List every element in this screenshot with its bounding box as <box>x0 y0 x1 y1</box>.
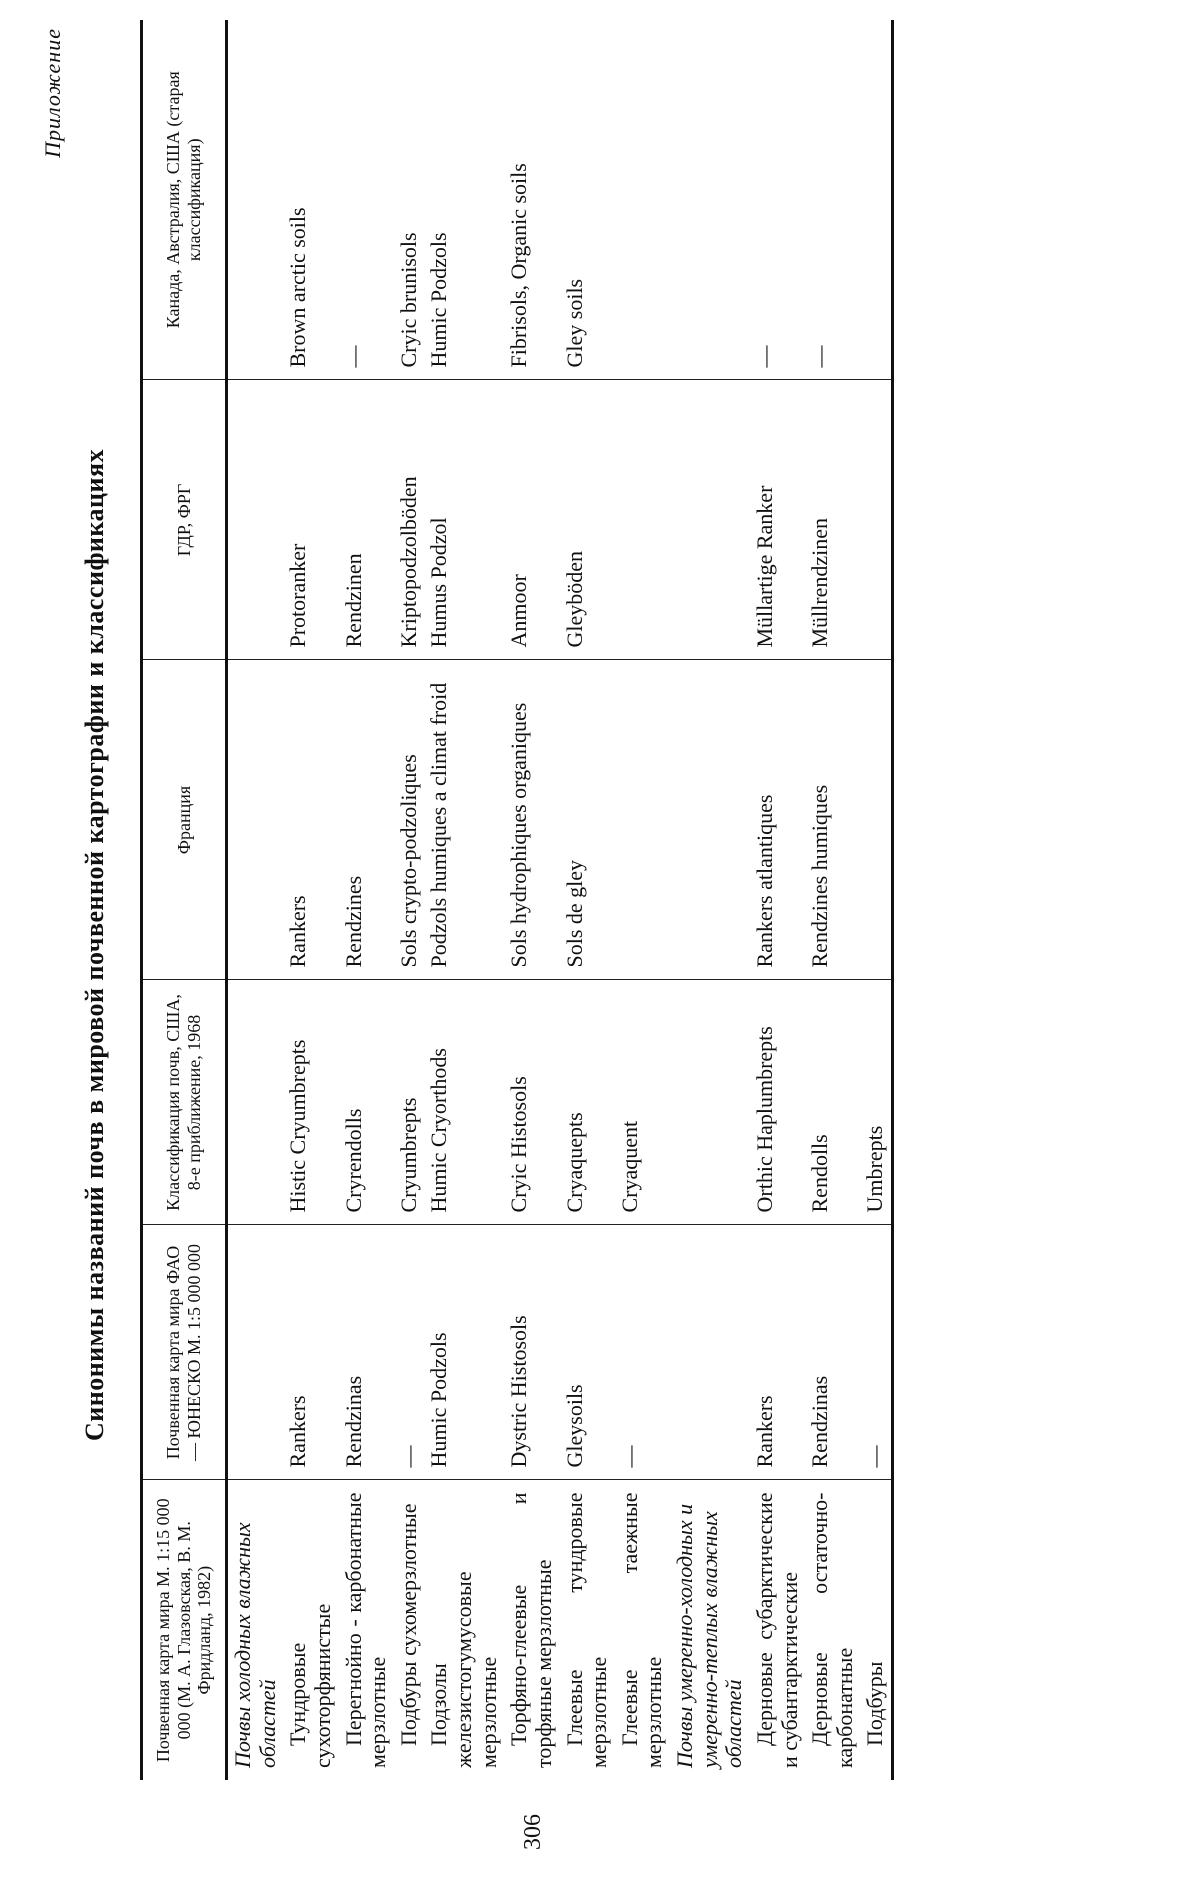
table-cell: Rendzinas <box>339 1225 394 1480</box>
table-row <box>860 20 892 1780</box>
table-row <box>339 20 394 1780</box>
appendix-label: Приложение <box>40 28 65 158</box>
table-cell: Глеевые таежные мерзлотные <box>616 1492 667 1768</box>
table-cell <box>227 1225 284 1480</box>
section-row <box>670 20 750 1780</box>
table-cell: Umbrepts <box>860 980 892 1225</box>
table-cell: Тундровые сухоторфянистые <box>285 1603 335 1768</box>
table-cell: Rankers atlantiques <box>750 660 805 980</box>
table-cell <box>670 1225 750 1480</box>
table-cell <box>670 380 750 660</box>
table-cell: Глеевые тундровые мерзлотные <box>561 1492 612 1768</box>
table-cell <box>615 20 670 380</box>
table-cell: Cryrendolls <box>339 980 394 1225</box>
table-cell: Müllrendzinen <box>805 380 860 660</box>
table-cell: Sols de gley <box>560 660 615 980</box>
column-header: Почвенная карта мира М. 1:15 000 000 (М. А. Глазовская, В. М. Фридланд, 1982) <box>142 1480 227 1780</box>
table-cell: Gley soils <box>560 20 615 380</box>
table-row <box>283 20 338 1780</box>
table-cell <box>227 980 284 1225</box>
table-cell: — <box>860 1225 892 1480</box>
table-cell: Cryaquepts <box>560 980 615 1225</box>
table-cell: Kriptopodzolböden <box>394 380 425 660</box>
table-cell: Подбуры сухомерзлотные <box>395 1503 421 1746</box>
table-row <box>750 20 805 1780</box>
table-cell: Rendzines humiques <box>805 660 860 980</box>
table-cell: Подбуры <box>860 1480 892 1780</box>
table-cell <box>227 660 284 980</box>
table-cell: Rankers <box>283 1225 338 1480</box>
table-cell: Orthic Haplumbrepts <box>750 980 805 1225</box>
table-cell: — <box>805 20 860 380</box>
table-cell: Dystric Histosols <box>504 1225 559 1480</box>
table-cell <box>670 660 750 980</box>
table-cell: Humic Podzols <box>424 1225 504 1480</box>
table-cell: Rankers <box>750 1225 805 1480</box>
page-number: 306 <box>520 1814 546 1850</box>
table-title: Синонимы названий почв в мировой почвенной картографии и классификациях <box>80 448 109 1442</box>
section-row <box>227 20 284 1780</box>
table-cell: Подзолы железистогумусовые мерзлотные <box>426 1571 501 1768</box>
table-cell: Gleyböden <box>560 380 615 660</box>
table-cell <box>227 20 284 380</box>
table-row <box>394 20 425 1780</box>
table-cell: Humic Cryorthods <box>424 980 504 1225</box>
table-cell: Дерновые субарктические и субантарктические <box>751 1492 802 1768</box>
table-cell: Rendolls <box>805 980 860 1225</box>
table-cell: — <box>750 20 805 380</box>
table-cell <box>670 20 750 380</box>
table-cell: Cryic brunisols <box>394 20 425 380</box>
table-cell: Podzols humiques a climat froid <box>424 660 504 980</box>
table-cell <box>615 660 670 980</box>
column-header: Классификация почв, США, 8-е приближение, 1968 <box>142 980 227 1225</box>
table-header-row <box>142 20 227 1780</box>
table-cell <box>860 380 892 660</box>
table-row <box>504 20 559 1780</box>
table-cell <box>860 660 892 980</box>
table-cell: Rendzinas <box>805 1225 860 1480</box>
synonyms-table <box>140 20 894 1780</box>
table-cell: Fibrisols, Organic soils <box>504 20 559 380</box>
table-body <box>227 20 893 1780</box>
table-cell: — <box>394 1225 425 1480</box>
table-cell: Sols hydrophiques organiques <box>504 660 559 980</box>
column-header: Почвенная карта мира ФАО — ЮНЕСКО М. 1:5 000 000 <box>142 1225 227 1480</box>
table-cell: — <box>615 1225 670 1480</box>
table-cell: Перегнойно - карбонатные мерзлотные <box>340 1492 391 1768</box>
table-cell: Rankers <box>283 660 338 980</box>
table-cell: Торфяно-глеевые и торфяные мерзлотные <box>506 1492 556 1768</box>
table-cell: Humic Podzols <box>424 20 504 380</box>
table-cell: Histic Cryumbrepts <box>283 980 338 1225</box>
table-cell: Müllartige Ranker <box>750 380 805 660</box>
table-row <box>805 20 860 1780</box>
table-cell: Cryaquent <box>615 980 670 1225</box>
table-cell: Cryumbrepts <box>394 980 425 1225</box>
table-cell <box>670 980 750 1225</box>
table-cell <box>615 380 670 660</box>
table-cell: Cryic Histosols <box>504 980 559 1225</box>
table-row <box>424 20 504 1780</box>
table-row <box>560 20 615 1780</box>
column-header: ГДР, ФРГ <box>142 380 227 660</box>
table-cell: — <box>339 20 394 380</box>
table-cell: Humus Podzol <box>424 380 504 660</box>
table-cell: Почвы умеренно-холодных и умеренно-теплых влажных областей <box>672 1503 747 1768</box>
table-cell <box>227 380 284 660</box>
table-cell: Rendzinen <box>339 380 394 660</box>
column-header: Франция <box>142 660 227 980</box>
table-cell: Почвы холодных влажных областей <box>230 1522 280 1768</box>
table-cell: Anmoor <box>504 380 559 660</box>
table-cell: Protoranker <box>283 380 338 660</box>
table-cell: Rendzines <box>339 660 394 980</box>
table-cell: Дерновые остаточно-карбонатные <box>807 1492 857 1768</box>
table-row <box>615 20 670 1780</box>
table-cell: Sols crypto-podzoliques <box>394 660 425 980</box>
table-cell <box>860 20 892 380</box>
table-cell: Gleysoils <box>560 1225 615 1480</box>
table-cell: Brown arctic soils <box>283 20 338 380</box>
column-header: Канада, Австралия, США (старая классификация) <box>142 20 227 380</box>
